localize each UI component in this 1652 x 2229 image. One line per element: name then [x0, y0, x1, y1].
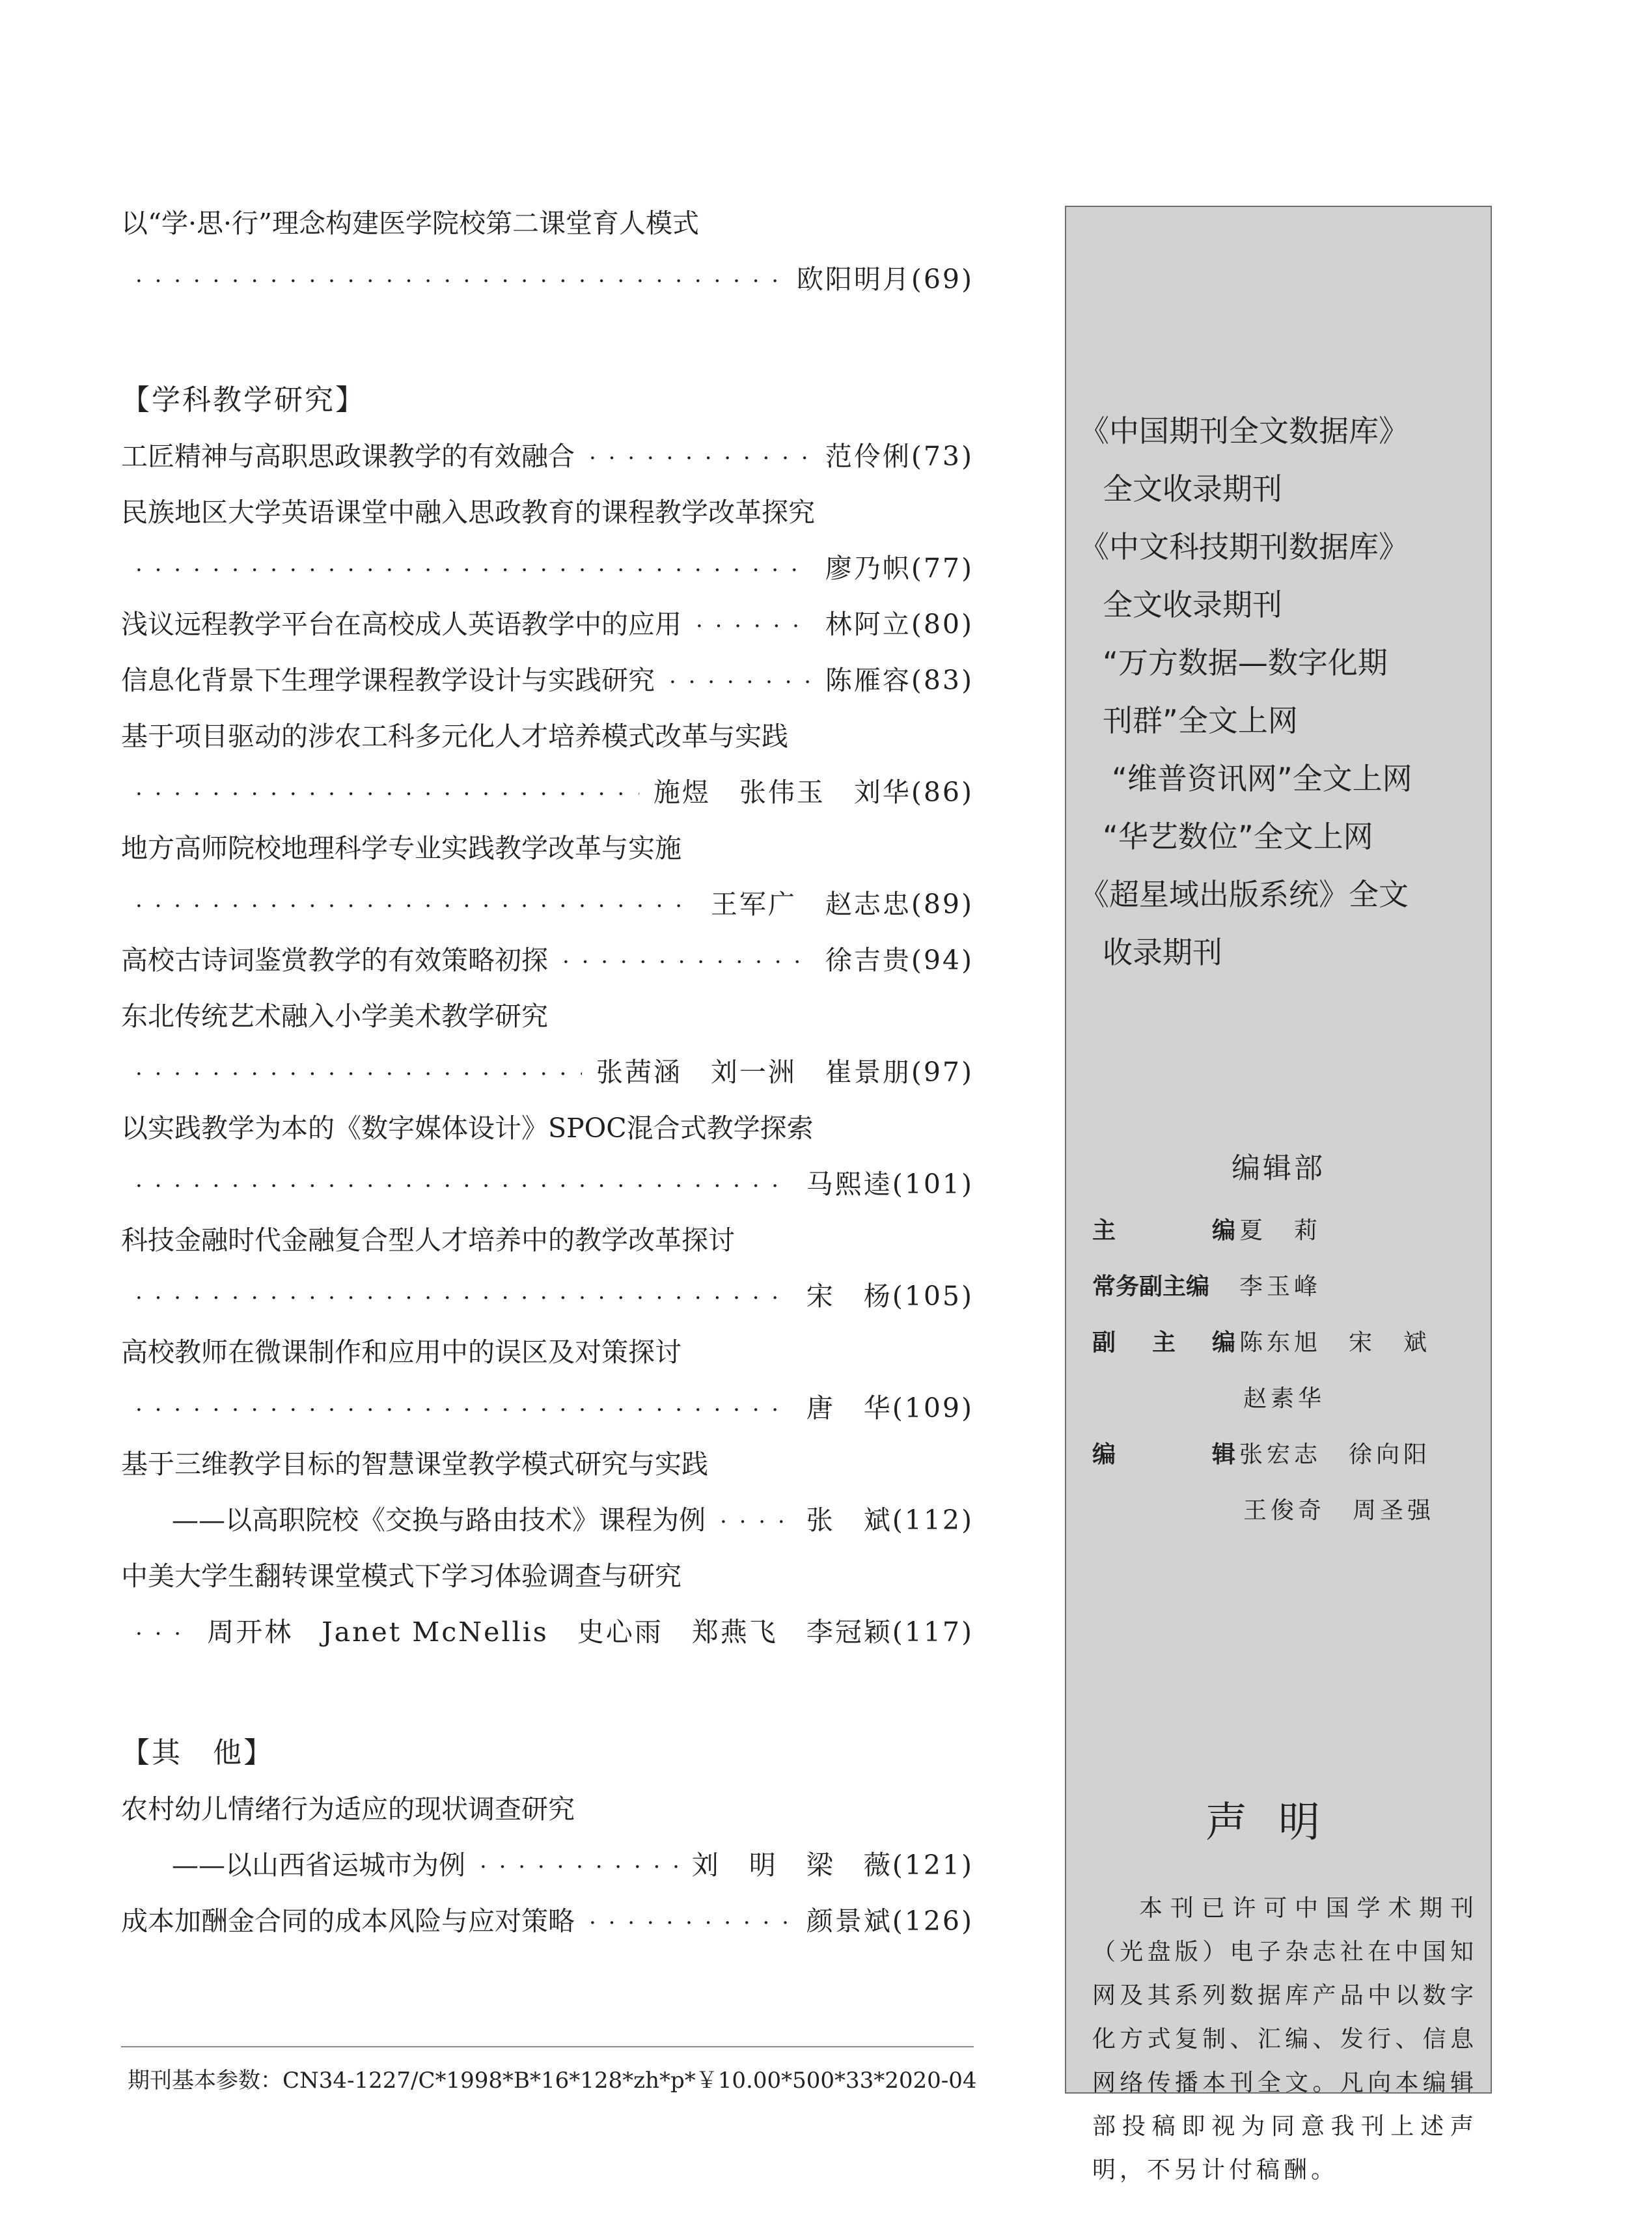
entry-author: 范伶俐 — [825, 441, 911, 472]
section-heading: 【其 他】 — [121, 1736, 274, 1769]
toc-line — [121, 1781, 974, 1837]
toc-line — [121, 708, 974, 764]
leader-dots — [135, 253, 782, 309]
toc-line — [121, 1212, 974, 1268]
toc-line — [121, 1100, 974, 1156]
toc-line — [121, 1436, 974, 1492]
toc-line — [121, 1604, 974, 1660]
editorial-row — [1092, 1371, 1483, 1427]
entry-subtitle: ——以高职院校《交换与路由技术》课程为例 — [172, 1504, 706, 1536]
leader-dots — [135, 878, 696, 934]
entry-page: (105) — [892, 1281, 974, 1312]
leader-dots — [135, 1046, 582, 1102]
editorial-board — [1092, 1203, 1483, 1539]
toc-line — [121, 1044, 974, 1100]
entry-author: 林阿立 — [825, 609, 911, 640]
entry-title: 成本加酬金合同的成本风险与应对策略 — [121, 1905, 575, 1937]
editorial-role — [1092, 1427, 1235, 1483]
toc-entry — [121, 652, 974, 708]
toc-line — [121, 540, 974, 596]
entry-title: 以“学·思·行”理念构建医学院校第二课堂育人模式 — [121, 208, 699, 239]
entry-title: 浅议远程教学平台在高校成人英语教学中的应用 — [121, 609, 681, 640]
database-item: 收录期刊 — [1103, 935, 1222, 970]
toc-entry — [121, 820, 974, 932]
leader-dots — [135, 1158, 792, 1214]
toc-line — [121, 195, 974, 251]
entry-author: 张 斌 — [806, 1504, 892, 1536]
toc-line — [121, 1324, 974, 1380]
entry-title: 基于三维教学目标的智慧课堂教学模式研究与实践 — [121, 1448, 708, 1480]
toc-entry — [121, 932, 974, 988]
database-item: 全文收录期刊 — [1103, 471, 1282, 506]
editorial-row — [1092, 1427, 1483, 1483]
toc-line — [121, 596, 974, 652]
leader-dots — [669, 654, 811, 710]
database-item: 《中国期刊全文数据库》 — [1079, 413, 1409, 449]
entry-author: 刘 明 梁 薇 — [691, 1849, 892, 1881]
entry-page: (97) — [911, 1057, 974, 1088]
entry-page: (121) — [892, 1849, 974, 1881]
entry-author: 周开林 Janet McNellis 史心雨 郑燕飞 李冠颖 — [207, 1616, 892, 1648]
role-char: 编 — [1211, 1217, 1235, 1244]
toc-line — [121, 876, 974, 932]
editorial-names: 张宏志 徐向阳 — [1239, 1441, 1431, 1468]
toc-line — [121, 428, 974, 484]
entry-page: (117) — [892, 1616, 974, 1648]
toc-entry — [121, 596, 974, 652]
toc-entry — [121, 988, 974, 1100]
editorial-names: 夏 莉 — [1239, 1217, 1322, 1244]
toc-entry — [121, 1781, 974, 1893]
toc-entry — [121, 1100, 974, 1212]
database-item: “维普资讯网”全文上网 — [1112, 761, 1412, 796]
editorial-role — [1092, 1203, 1235, 1259]
entry-author: 徐吉贵 — [825, 945, 911, 976]
editorial-row — [1092, 1315, 1483, 1371]
entry-author: 张茜涵 刘一洲 崔景朋 — [596, 1057, 911, 1088]
leader-dots — [696, 598, 811, 654]
entry-page: (94) — [911, 945, 974, 976]
toc-line — [121, 251, 974, 307]
database-item: 《中文科技期刊数据库》 — [1079, 529, 1409, 564]
entry-author: 唐 华 — [806, 1392, 892, 1424]
editorial-title: 编辑部 — [1232, 1152, 1325, 1185]
entry-subtitle: ——以山西省运城市为例 — [172, 1849, 465, 1881]
statement-title: 声明 — [1205, 1799, 1351, 1847]
entry-title: 高校古诗词鉴赏教学的有效策略初探 — [121, 945, 548, 976]
entry-page: (109) — [892, 1392, 974, 1424]
role-char: 辑 — [1211, 1441, 1235, 1468]
toc-line — [121, 1268, 974, 1324]
toc-entry — [121, 1548, 974, 1660]
toc-entry — [121, 1212, 974, 1324]
entry-author: 陈雁容 — [825, 665, 911, 696]
database-item: 刊群”全文上网 — [1103, 703, 1298, 738]
toc-entry — [121, 1324, 974, 1436]
leader-dots — [589, 1895, 792, 1951]
entry-author: 施煜 张伟玉 刘华 — [653, 777, 911, 808]
entry-title: 东北传统艺术融入小学美术教学研究 — [121, 1001, 548, 1032]
entry-author: 宋 杨 — [806, 1281, 892, 1312]
toc-entry — [121, 484, 974, 596]
toc-entry — [121, 708, 974, 820]
database-item: 全文收录期刊 — [1103, 587, 1282, 622]
toc-line — [121, 1380, 974, 1436]
leader-dots — [135, 1270, 792, 1326]
sidebar-panel — [1065, 206, 1492, 2183]
leader-dots — [589, 430, 811, 486]
entry-title: 信息化背景下生理学课程教学设计与实践研究 — [121, 665, 655, 696]
toc-line — [121, 764, 974, 820]
entry-page: (80) — [911, 609, 974, 640]
toc-line — [121, 932, 974, 988]
role-char: 编 — [1092, 1441, 1116, 1468]
toc-line — [121, 1837, 974, 1893]
entry-page: (77) — [911, 553, 974, 584]
role-char: 主 — [1151, 1329, 1176, 1356]
entry-title: 中美大学生翻转课堂模式下学习体验调查与研究 — [121, 1560, 681, 1592]
journal-parameters: 期刊基本参数：CN34-1227/C*1998*B*16*128*zh*p*￥10.00*500*33*2020-04 — [128, 2068, 977, 2094]
entry-title: 基于项目驱动的涉农工科多元化人才培养模式改革与实践 — [121, 721, 788, 752]
toc-line — [121, 1156, 974, 1212]
table-of-contents — [121, 195, 974, 1949]
role-char: 常务副主编 — [1092, 1273, 1210, 1300]
footer-divider — [121, 2046, 974, 2047]
entry-author: 马熙逵 — [806, 1169, 892, 1200]
leader-dots — [562, 934, 811, 990]
entry-page: (101) — [892, 1169, 974, 1200]
editorial-role — [1092, 1259, 1235, 1315]
database-item: 《超星域出版系统》全文 — [1079, 877, 1409, 912]
toc-line — [121, 1893, 974, 1949]
entry-title: 科技金融时代金融复合型人才培养中的教学改革探讨 — [121, 1225, 735, 1256]
entry-page: (69) — [911, 264, 974, 295]
database-item: “华艺数位”全文上网 — [1103, 819, 1373, 854]
toc-line — [121, 820, 974, 876]
database-list — [1079, 402, 1483, 982]
toc-line — [121, 1548, 974, 1604]
entry-title: 农村幼儿情绪行为适应的现状调查研究 — [121, 1793, 575, 1825]
entry-page: (112) — [892, 1504, 974, 1536]
toc-entry — [121, 428, 974, 484]
entry-page: (126) — [892, 1905, 974, 1937]
entry-author: 欧阳明月 — [796, 264, 911, 295]
editorial-row — [1092, 1483, 1483, 1539]
role-char: 编 — [1211, 1329, 1235, 1356]
editorial-names: 李玉峰 — [1239, 1273, 1322, 1300]
entry-page: (83) — [911, 665, 974, 696]
role-char: 副 — [1092, 1329, 1116, 1356]
toc-line — [121, 988, 974, 1044]
leader-dots — [720, 1494, 792, 1550]
toc-entry — [121, 195, 974, 307]
toc-entry — [121, 1893, 974, 1949]
toc-line — [121, 484, 974, 540]
leader-dots — [480, 1839, 678, 1895]
leader-dots — [135, 1606, 193, 1662]
entry-title: 以实践教学为本的《数字媒体设计》SPOC混合式教学探索 — [121, 1113, 814, 1144]
section-heading: 【学科教学研究】 — [121, 383, 366, 417]
entry-title: 工匠精神与高职思政课教学的有效融合 — [121, 441, 575, 472]
entry-page: (86) — [911, 777, 974, 808]
editorial-row — [1092, 1203, 1483, 1259]
toc-entry — [121, 1436, 974, 1548]
statement-text: 本刊已许可中国学术期刊（光盘版）电子杂志社在中国知网及其系列数据库产品中以数字化方式复制、汇编、发行、信息网络传播本刊全文。凡向本编辑部投稿即视为同意我刊上述声明，不另计付稿酬。 — [1092, 1895, 1478, 2183]
editorial-names: 王俊奇 周圣强 — [1243, 1497, 1435, 1524]
toc-line — [121, 1492, 974, 1548]
leader-dots — [135, 1382, 792, 1438]
entry-title: 地方高师院校地理科学专业实践教学改革与实施 — [121, 833, 681, 864]
role-char: 主 — [1092, 1217, 1116, 1244]
leader-dots — [135, 542, 811, 598]
editorial-names: 陈东旭 宋 斌 — [1239, 1329, 1431, 1356]
editorial-row — [1092, 1259, 1483, 1315]
editorial-names: 赵素华 — [1243, 1385, 1326, 1412]
database-item: “万方数据—数字化期 — [1103, 645, 1388, 680]
entry-page: (73) — [911, 441, 974, 472]
toc-line — [121, 652, 974, 708]
entry-author: 廖乃帜 — [825, 553, 911, 584]
entry-author: 王军广 赵志忠 — [710, 889, 911, 920]
leader-dots — [135, 766, 639, 822]
entry-title: 民族地区大学英语课堂中融入思政教育的课程教学改革探究 — [121, 497, 815, 528]
entry-page: (89) — [911, 889, 974, 920]
entry-author: 颜景斌 — [806, 1905, 892, 1937]
entry-title: 高校教师在微课制作和应用中的误区及对策探讨 — [121, 1336, 681, 1368]
editorial-role — [1092, 1315, 1235, 1371]
